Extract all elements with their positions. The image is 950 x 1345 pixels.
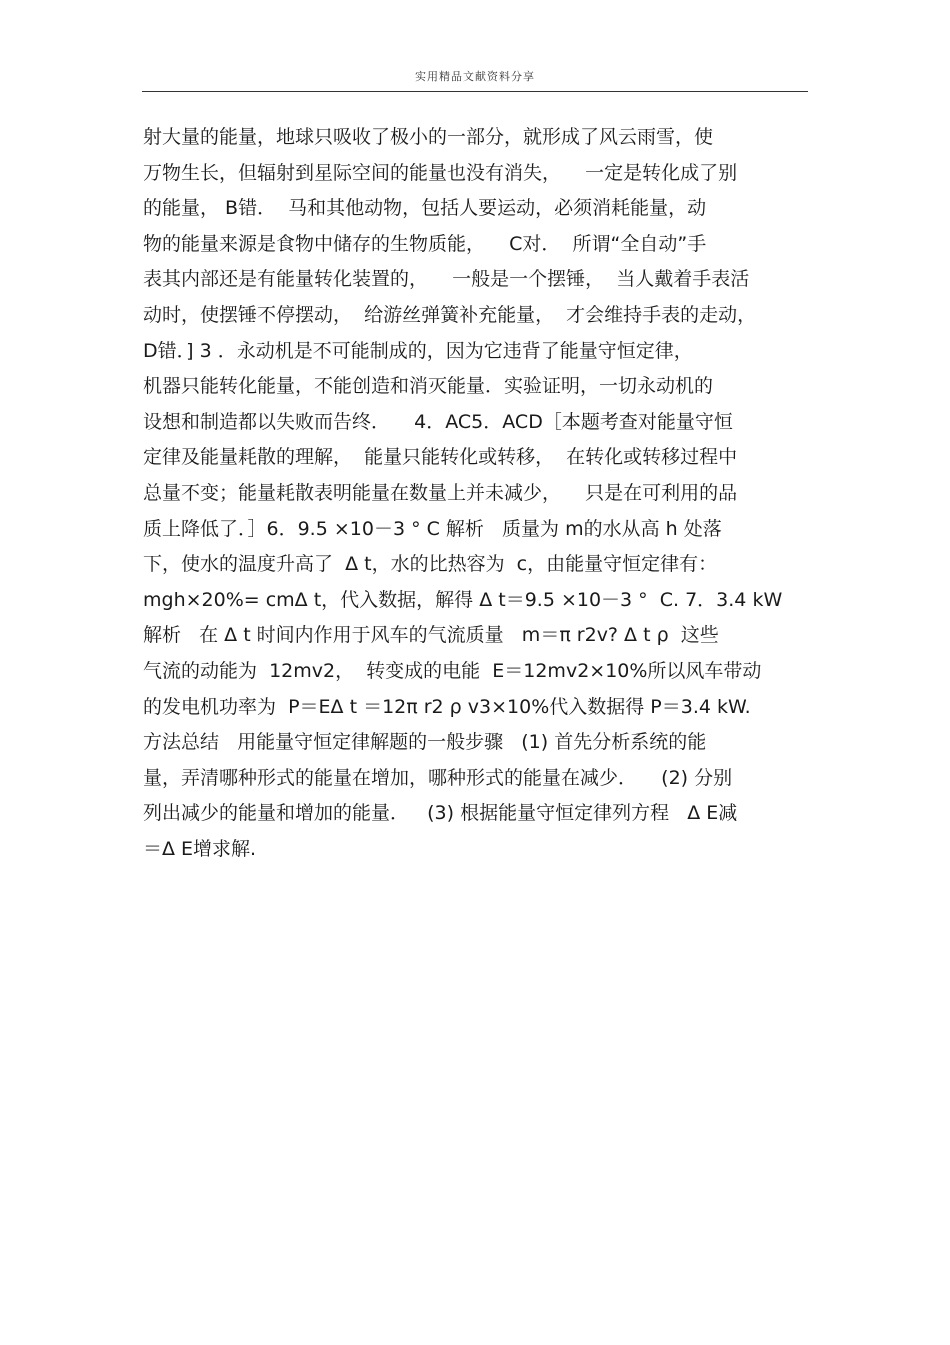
- text-line: 动时，使摆锤不停摆动， 给游丝弹簧补充能量， 才会维持手表的走动，: [143, 303, 757, 326]
- page-header: [142, 60, 808, 92]
- text-line: 列出减少的能量和增加的能量． (3) 根据能量守恒定律列方程 Δ E减: [143, 802, 738, 825]
- text-line: 方法总结 用能量守恒定律解题的一般步骤 (1) 首先分析系统的能: [143, 731, 707, 754]
- text-line: mgh×20%= cmΔ t，代入数据，解得 Δ t＝9.5 ×10－3 ° C. 7．3.4 kW: [143, 588, 783, 611]
- text-line: ＝Δ E增求解.: [143, 837, 257, 860]
- text-line: 表其内部还是有能量转化装置的， 一般是一个摆锤， 当人戴着手表活: [143, 268, 750, 291]
- text-line: 气流的动能为 12mv2， 转变成的电能 E＝12mv2×10%所以风车带动: [143, 659, 762, 682]
- text-line: 设想和制造都以失败而告终． 4．AC5．ACD［本题考查对能量守恒: [143, 410, 733, 433]
- text-line: 的发电机功率为 P＝EΔ t ＝12π r2 ρ v3×10%代入数据得 P＝3.4 kW.: [143, 695, 751, 718]
- text-line: 总量不变；能量耗散表明能量在数量上并未减少， 只是在可利用的品: [143, 481, 738, 504]
- text-line: 的能量， B错． 马和其他动物，包括人要运动，必须消耗能量，动: [143, 197, 707, 220]
- text-line: 定律及能量耗散的理解， 能量只能转化或转移， 在转化或转移过程中: [143, 446, 738, 469]
- text-line: 下，使水的温度升高了 Δ t，水的比热容为 c，由能量守恒定律有：: [143, 553, 718, 576]
- text-line: 物的能量来源是食物中储存的生物质能， C对． 所谓“全自动”手: [143, 232, 707, 255]
- text-line: 射大量的能量，地球只吸收了极小的一部分，就形成了风云雨雪，使: [143, 126, 714, 148]
- text-line: 量，弄清哪种形式的能量在增加，哪种形式的能量在减少． (2) 分别: [143, 766, 733, 789]
- text-line: 解析 在 Δ t 时间内作用于风车的气流质量 m＝π r2v? Δ t ρ 这些: [143, 624, 719, 647]
- text-line: 机器只能转化能量，不能创造和消灭能量．实验证明，一切永动机的: [143, 375, 714, 398]
- text-line: 质上降低了．］6．9.5 ×10－3 ° C 解析 质量为 m的水从高 h 处落: [143, 517, 722, 540]
- text-line: D错．] 3 ．永动机是不可能制成的，因为它违背了能量守恒定律，: [143, 339, 693, 362]
- document-body: [143, 120, 833, 867]
- header-title: 实用精品文献资料分享: [415, 70, 535, 83]
- text-line: 万物生长，但辐射到星际空间的能量也没有消失， 一定是转化成了别: [143, 161, 738, 184]
